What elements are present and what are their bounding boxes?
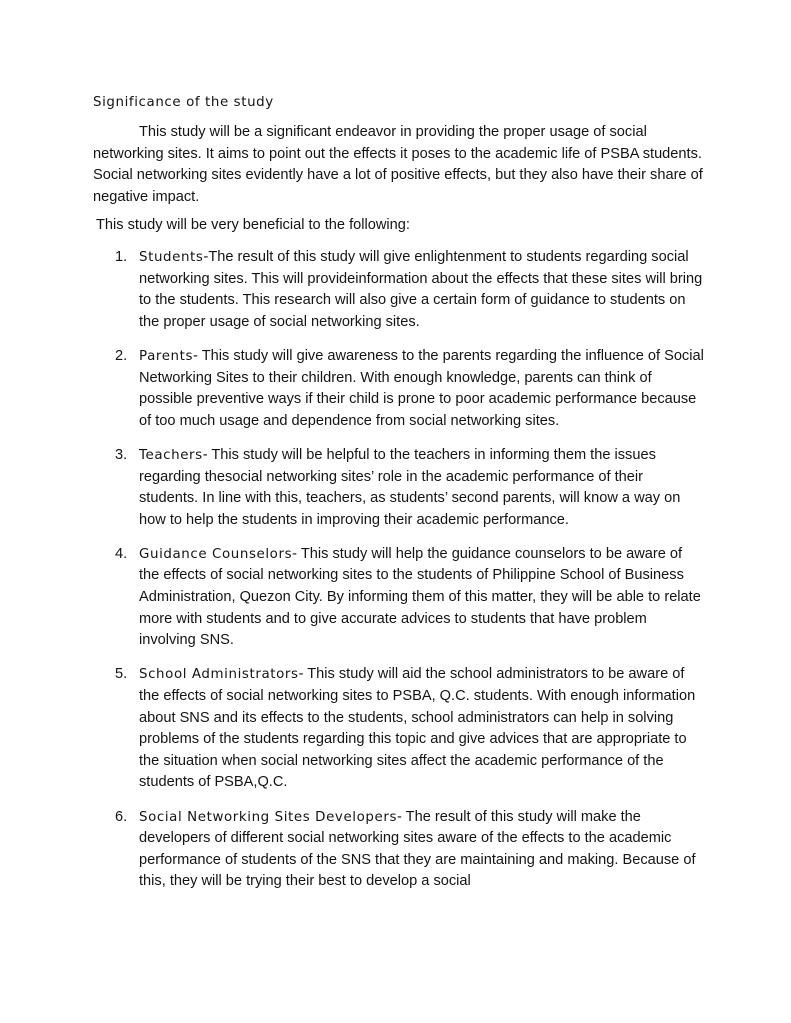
list-term: School Administrators — [139, 667, 299, 683]
document-body — [93, 92, 705, 906]
list-term: Guidance Counselors — [139, 546, 293, 562]
beneficiaries-list — [93, 247, 705, 893]
list-term: Social Networking Sites Developers — [139, 809, 398, 825]
list-number: 4. — [115, 545, 128, 562]
list-text: -The result of this study will give enlightenment to students regarding social networking sites. This will provideinformation about the effects that these sites will bring to the students. This research will also give a certain form of guidance to students on the proper usage of social networking sites. — [139, 248, 703, 330]
list-item — [93, 807, 705, 893]
list-text: - The result of this study will make the developers of different social networking sites aware of the effects to the academic performance of students of the SNS that they are maintaining and making. Because of this, they will be trying their best to develop a social — [139, 808, 696, 890]
list-text: - This study will aid the school administrators to be aware of the effects of social networking sites to PSBA, Q.C. students. With enough information about SNS and its effects to the students, school administrators can help in solving problems of the students regarding this topic and give advices that are appropriate to the situation when social networking sites affect the academic performance of the students of PSBA,Q.C. — [139, 666, 696, 791]
list-term: Parents — [139, 348, 194, 364]
list-number: 5. — [115, 666, 128, 683]
list-item — [93, 445, 705, 531]
list-term: Teachers — [139, 447, 203, 463]
list-text: - This study will be helpful to the teachers in informing them the issues regarding thesocial networking sites’ role in the academic performance of their students. In line with this, teachers, as students’ second parents, will know a way on how to help the students in improving their academic performance. — [139, 446, 681, 528]
list-text: - This study will give awareness to the parents regarding the influence of Social Networking Sites to their children. With enough knowledge, parents can think of possible preventive ways if their child is prone to poor academic performance because of too much usage and dependence from social networking sites. — [139, 347, 704, 429]
list-text: - This study will help the guidance counselors to be aware of the effects of social networking sites to the students of Philippine School of Business Administration, Quezon City. By informing them of this matter, they will be able to relate more with students and to give accurate advices to students that have problem involving SNS. — [139, 545, 701, 649]
beneficiaries-lead: This study will be very beneficial to the following: — [96, 217, 410, 234]
intro-paragraph: This study will be a significant endeavor in providing the proper usage of social networking sites. It aims to point out the effects it poses to the academic life of PSBA students. Social networking sites evidently have a lot of positive effects, but they also have their share of negative impact. — [93, 124, 703, 205]
list-number: 6. — [115, 808, 128, 825]
list-term: Students — [139, 249, 204, 265]
section-heading: Significance of the study — [93, 95, 274, 110]
list-number: 1. — [115, 248, 128, 265]
list-item — [93, 664, 705, 794]
list-item — [93, 247, 705, 333]
list-number: 2. — [115, 347, 128, 364]
list-number: 3. — [115, 446, 128, 463]
list-item — [93, 544, 705, 652]
list-item — [93, 346, 705, 432]
